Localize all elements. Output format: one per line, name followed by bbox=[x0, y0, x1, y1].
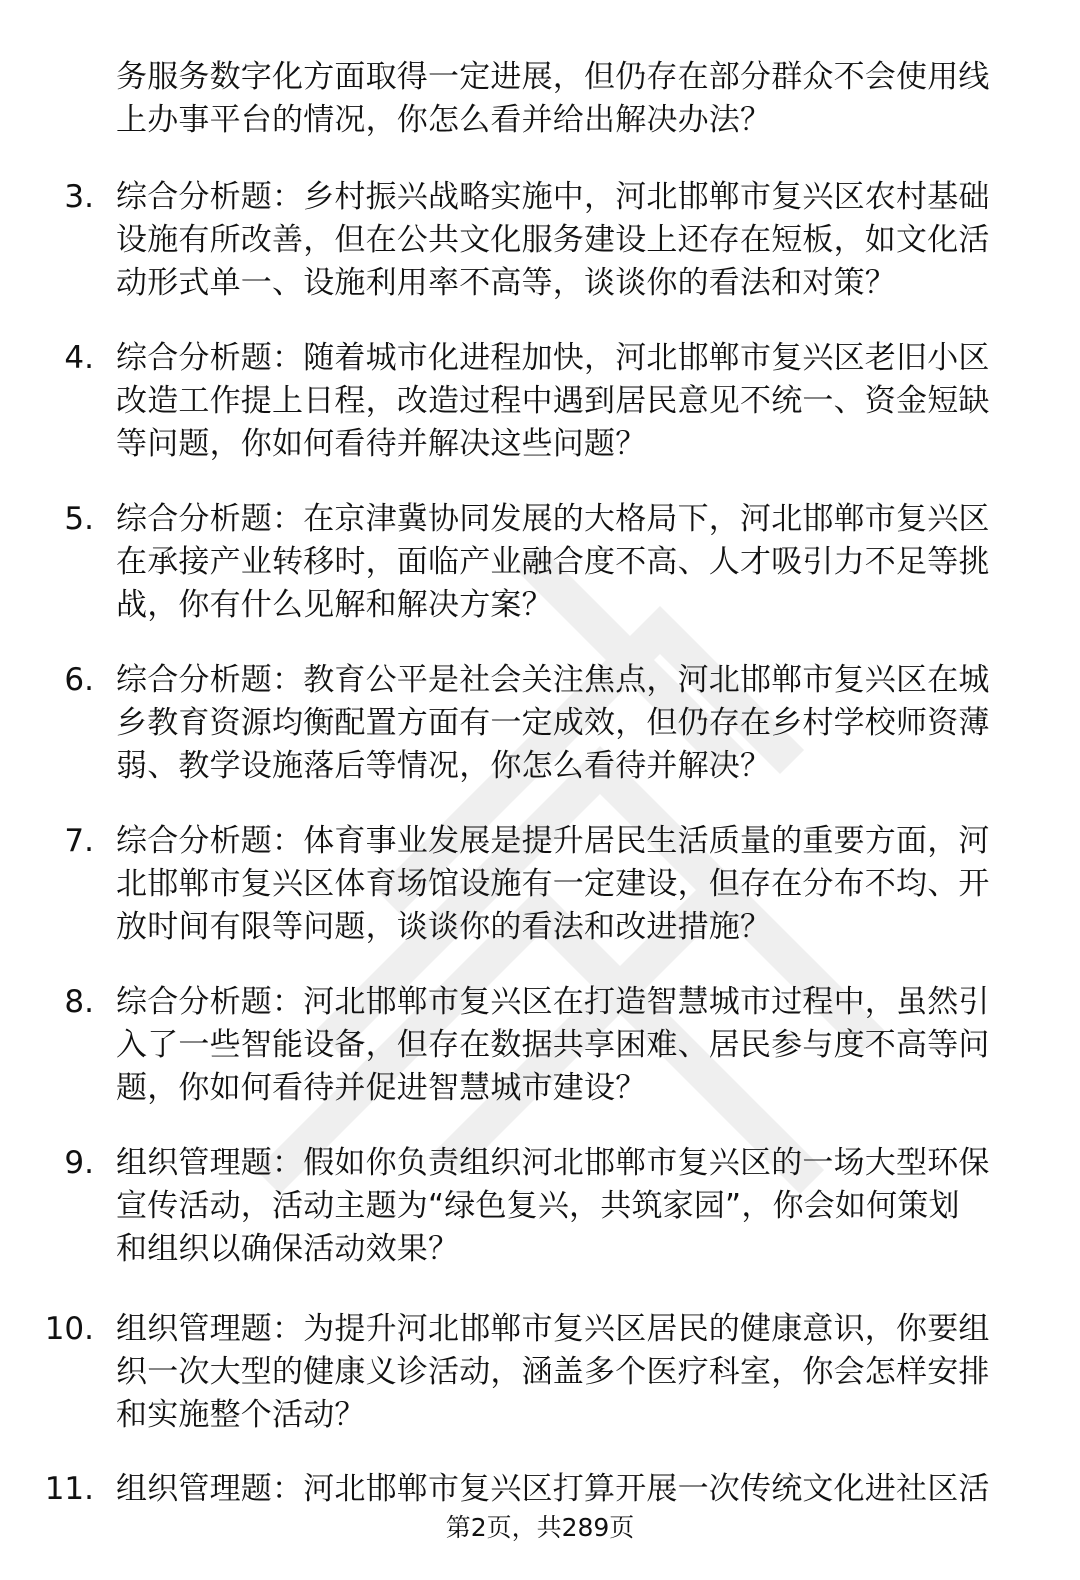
question-line: 北邯郸市复兴区体育场馆设施有一定建设，但存在分布不均、开 bbox=[116, 866, 990, 902]
question-line: 组织管理题：假如你负责组织河北邯郸市复兴区的一场大型环保 bbox=[116, 1145, 990, 1181]
question-line: 战，你有什么见解和解决方案？ bbox=[116, 587, 553, 623]
question-text bbox=[116, 820, 1036, 949]
question-number: 8. bbox=[64, 984, 94, 1020]
question-line: 题，你如何看待并促进智慧城市建设？ bbox=[116, 1070, 647, 1106]
question-line: 综合分析题：河北邯郸市复兴区在打造智慧城市过程中，虽然引 bbox=[116, 984, 990, 1020]
question-line: 弱、教学设施落后等情况，你怎么看待并解决？ bbox=[116, 748, 772, 784]
question-line: 改造工作提上日程，改造过程中遇到居民意见不统一、资金短缺 bbox=[116, 383, 990, 419]
question-line: 乡教育资源均衡配置方面有一定成效，但仍存在乡村学校师资薄 bbox=[116, 705, 990, 741]
question-line: 综合分析题：随着城市化进程加快，河北邯郸市复兴区老旧小区 bbox=[116, 340, 990, 376]
question-number: 7. bbox=[64, 823, 94, 859]
question-line: 动形式单一、设施利用率不高等，谈谈你的看法和对策？ bbox=[116, 265, 896, 301]
question-number: 10. bbox=[44, 1311, 94, 1347]
question-line: 综合分析题：教育公平是社会关注焦点，河北邯郸市复兴区在城 bbox=[116, 662, 990, 698]
intro-paragraph bbox=[116, 56, 1036, 142]
page-footer: 第2页，共289页 bbox=[445, 1513, 635, 1542]
question-line: 入了一些智能设备，但存在数据共享困难、居民参与度不高等问 bbox=[116, 1027, 990, 1063]
question-line: 宣传活动，活动主题为“绿色复兴，共筑家园”，你会如何策划 bbox=[116, 1188, 960, 1224]
question-text bbox=[116, 1308, 1036, 1437]
question-line: 设施有所改善，但在公共文化服务建设上还存在短板，如文化活 bbox=[116, 222, 990, 258]
question-line: 和组织以确保活动效果？ bbox=[116, 1231, 460, 1267]
question-number: 3. bbox=[64, 179, 94, 215]
question-text bbox=[116, 498, 1036, 627]
question-line: 组织管理题：为提升河北邯郸市复兴区居民的健康意识，你要组 bbox=[116, 1311, 990, 1347]
question-text bbox=[116, 176, 1036, 305]
question-text bbox=[116, 659, 1036, 788]
question-number: 11. bbox=[44, 1471, 94, 1507]
question-line: 和实施整个活动？ bbox=[116, 1397, 366, 1433]
question-line: 综合分析题：乡村振兴战略实施中，河北邯郸市复兴区农村基础 bbox=[116, 179, 990, 215]
question-text bbox=[116, 337, 1036, 466]
question-number: 6. bbox=[64, 662, 94, 698]
question-text bbox=[116, 1142, 1036, 1271]
intro-line: 务服务数字化方面取得一定进展，但仍存在部分群众不会使用线 bbox=[116, 59, 990, 95]
intro-line: 上办事平台的情况，你怎么看并给出解决办法？ bbox=[116, 102, 772, 138]
question-number: 9. bbox=[64, 1145, 94, 1181]
question-line: 在承接产业转移时，面临产业融合度不高、人才吸引力不足等挑 bbox=[116, 544, 990, 580]
question-line: 放时间有限等问题，谈谈你的看法和改进措施？ bbox=[116, 909, 772, 945]
question-text bbox=[116, 1468, 1036, 1511]
question-line: 织一次大型的健康义诊活动，涵盖多个医疗科室，你会怎样安排 bbox=[116, 1354, 990, 1390]
question-line: 综合分析题：体育事业发展是提升居民生活质量的重要方面，河 bbox=[116, 823, 990, 859]
question-text bbox=[116, 981, 1036, 1110]
question-line: 等问题，你如何看待并解决这些问题？ bbox=[116, 426, 647, 462]
question-line: 综合分析题：在京津冀协同发展的大格局下，河北邯郸市复兴区 bbox=[116, 501, 990, 537]
question-number: 4. bbox=[64, 340, 94, 376]
question-line: 组织管理题：河北邯郸市复兴区打算开展一次传统文化进社区活 bbox=[116, 1471, 990, 1507]
question-number: 5. bbox=[64, 501, 94, 537]
